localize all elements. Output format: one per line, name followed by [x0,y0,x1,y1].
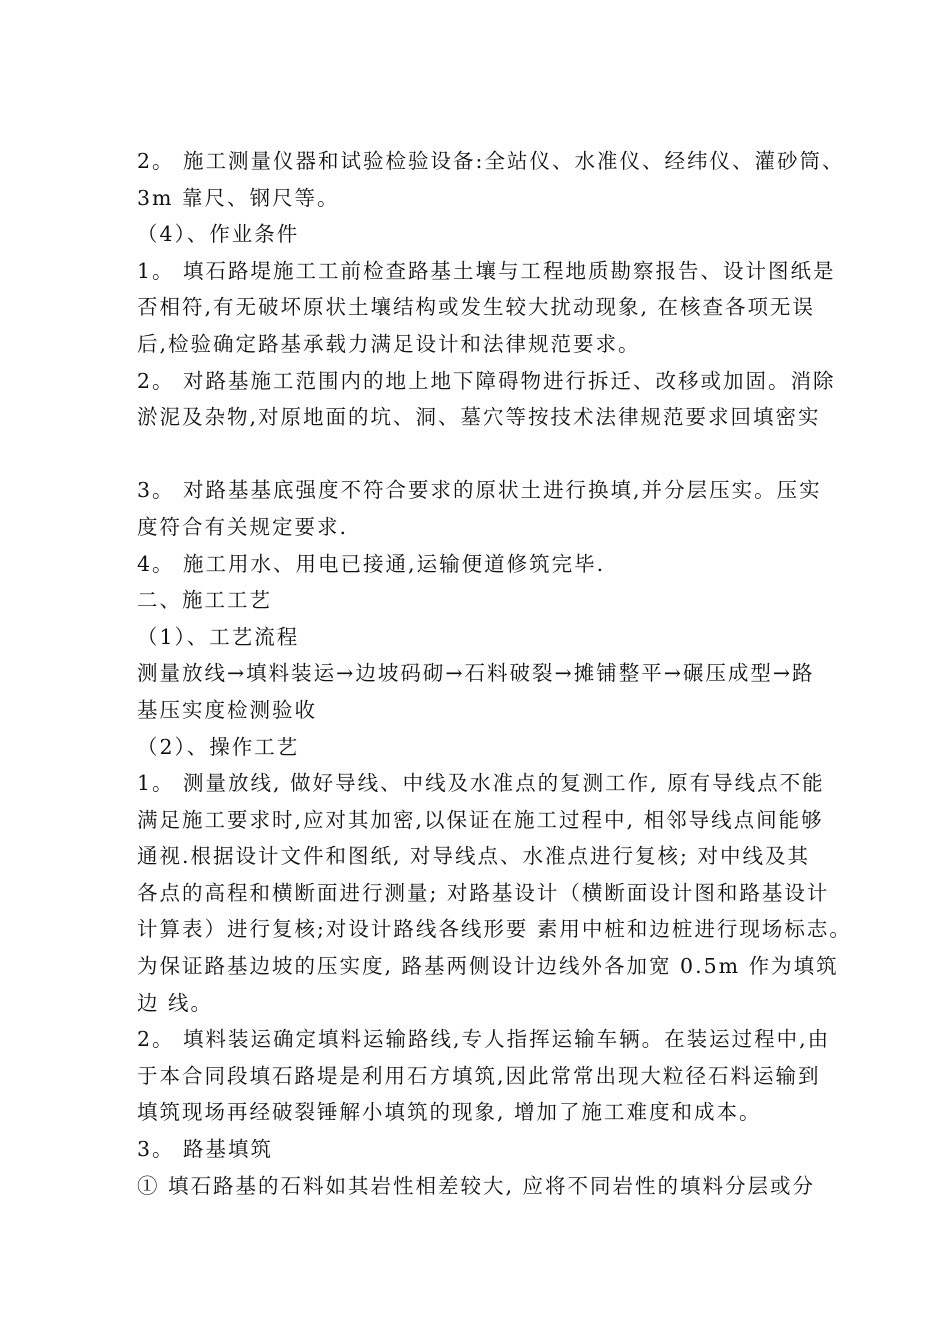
text-line: 各点的高程和横断面进行测量; 对路基设计（横断面设计图和路基设计 [137,880,830,905]
text-line: 满足施工要求时,应对其加密,以保证在施工过程中, 相邻导线点间能够 [137,807,824,832]
text-line: 通视.根据设计文件和图纸, 对导线点、水准点进行复核; 对中线及其 [137,844,810,869]
text-line: 度符合有关规定要求. [137,514,349,539]
blank-line [137,436,857,473]
section-heading: 二、施工工艺 [137,588,272,613]
section-heading: （1）、工艺流程 [137,624,300,649]
text-line: 为保证路基边坡的压实度, 路基两侧设计边线外各加宽 0.5m 作为填筑 [137,954,839,979]
section-heading: 3。 路基填筑 [137,1137,274,1162]
section-heading: （2）、操作工艺 [137,734,300,759]
text-line: 2。 对路基施工范围内的地上地下障碍物进行拆迁、改移或加固。消除 [137,368,836,393]
text-line: 计算表）进行复核;对设计路线各线形要 素用中桩和边桩进行现场标志。 [137,917,852,942]
text-line: 淤泥及杂物,对原地面的坑、洞、墓穴等按技术法律规范要求回填密实 [137,405,821,430]
text-line: 1。 填石路堤施工工前检查路基土壤与工程地质勘察报告、设计图纸是 [137,258,836,283]
text-line: 3。 对路基基底强度不符合要求的原状土进行换填,并分层压实。压实 [137,478,822,503]
text-line: 测量放线→填料装运→边坡码砌→石料破裂→摊铺整平→碾压成型→路 [137,661,815,686]
text-line: 基压实度检测验收 [137,697,317,722]
text-line: 2。 填料装运确定填料运输路线,专人指挥运输车辆。在装运过程中,由 [137,1027,831,1052]
document-body [137,143,857,1204]
text-line: 否相符,有无破坏原状土壤结构或发生较大扰动现象, 在核查各项无误 [137,295,816,320]
text-line: 2。 施工测量仪器和试验检验设备:全站仪、水准仪、经纬仪、灌砂筒、 [137,149,845,173]
text-line: 1。 测量放线, 做好导线、中线及水准点的复测工作, 原有导线点不能 [137,771,825,796]
text-line: 边 线。 [137,990,214,1015]
text-line: 4。 施工用水、用电已接通,运输便道修筑完毕. [137,551,606,576]
section-heading: （4）、作业条件 [137,222,300,247]
text-line: 于本合同段填石路堤是利用石方填筑,因此常常出现大粒径石料运输到 [137,1063,821,1088]
text-line: 填筑现场再经破裂锤解小填筑的现象, 增加了施工难度和成本。 [137,1100,762,1125]
text-line: 3m 靠尺、钢尺等。 [137,185,340,210]
text-line: ① 填石路基的石料如其岩性相差较大, 应将不同岩性的填料分层或分 [137,1173,816,1198]
text-line: 后,检验确定路基承载力满足设计和法律规范要求。 [137,331,641,356]
